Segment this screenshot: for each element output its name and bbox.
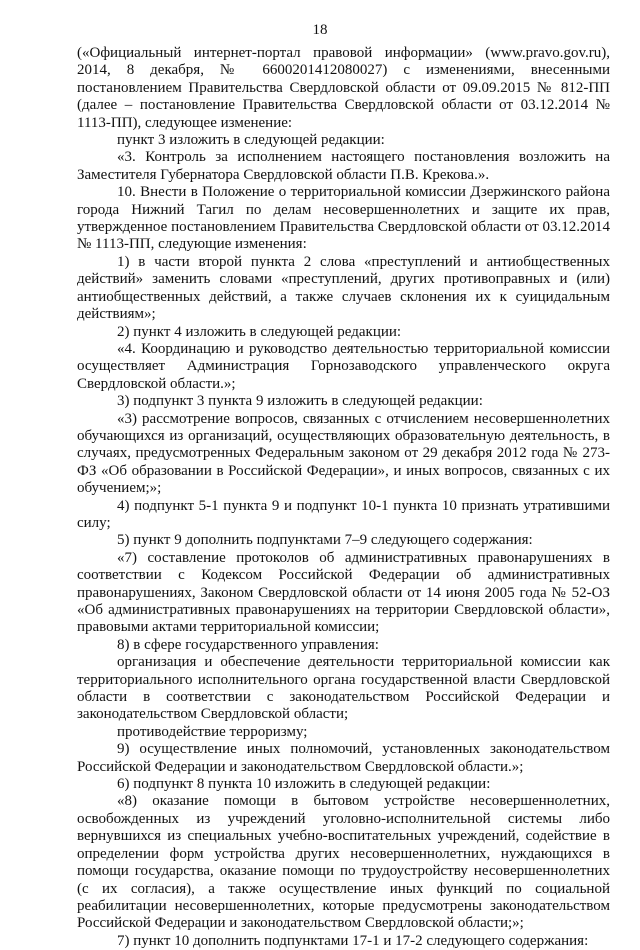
paragraph: 7) пункт 10 дополнить подпунктами 17-1 и 17-2 следующего содержания: (117, 932, 589, 949)
paragraph: 10. Внести в Положение о территориальной комиссии Дзержинского района города Нижний Тагил по делам несовершеннолетних и защите их прав, утвержденное постановлением Правительства Свердловской области от 03.12.2014 № 1113-ПП, следующие изменения: (77, 184, 610, 253)
paragraph: «3) рассмотрение вопросов, связанных с отчислением несовершеннолетних обучающихся из организаций, осуществляющих образовательную деятельность, в случаях, предусмотренных Федеральным законом от 29 декабря 2012 года № 273-ФЗ «Об образовании в Российской Федерации», и иных вопросов, связанных с их обучением;»; (77, 410, 610, 497)
page-number: 18 (312, 22, 328, 38)
paragraph: 2) пункт 4 изложить в следующей редакции: (117, 323, 402, 340)
paragraph: 1) в части второй пункта 2 слова «преступлений и антиобщественных действий» заменить словами «преступлений, других противоправных и (или) антиобщественных действий, а также случаев склонения их к суицидальным действиям»; (77, 253, 610, 323)
paragraph: («Официальный интернет-портал правовой информации» (www.pravo.gov.ru), 2014, 8 декабря, № 6600201412080027) с изменениями, внесенными постановлением Правительства Свердловской области от 09.09.2015 № 812-ПП (далее – постановление Правительства Свердловской области от 03.12.2014 № 1113-ПП), следующее изменение: (77, 45, 610, 131)
paragraph: «8) оказание помощи в бытовом устройстве несовершеннолетних, освобожденных из учреждений уголовно-исполнительной системы либо вернувшихся из специальных учебно-воспитательных учреждений, содействие в определении форм устройства других несовершеннолетних, нуждающихся в помощи государства, оказание помощи по трудоустройству несовершеннолетних (с их согласия), а также осуществление иных функций по социальной реабилитации несовершеннолетних, которые предусмотрены законодательством Российской Федерации и законодательством Свердловской области;»; (77, 793, 610, 932)
paragraph: 8) в сфере государственного управления: (117, 636, 379, 653)
paragraph: 9) осуществление иных полномочий, установленных законодательством Российской Федерации и законодательством Свердловской области.»; (77, 741, 610, 775)
paragraph: «3. Контроль за исполнением настоящего постановления возложить на Заместителя Губернатора Свердловской области П.В. Крекова.». (77, 149, 610, 183)
paragraph: пункт 3 изложить в следующей редакции: (117, 132, 385, 149)
paragraph: «4. Координацию и руководство деятельностью территориальной комиссии осуществляет Администрация Горнозаводского управленческого округа Свердловской области.»; (77, 340, 610, 392)
paragraph: 4) подпункт 5-1 пункта 9 и подпункт 10-1 пункта 10 признать утратившими силу; (77, 497, 610, 531)
paragraph: «7) составление протоколов об административных правонарушениях в соответствии с Кодексом Российской Федерации об административных правонарушениях, Законом Свердловской области от 14 июня 2005 года № 52-ОЗ «Об административных правонарушениях на территории Свердловской области», правовыми актами территориальной комиссии; (77, 549, 610, 636)
paragraph: 3) подпункт 3 пункта 9 изложить в следующей редакции: (117, 393, 483, 410)
paragraph: 5) пункт 9 дополнить подпунктами 7–9 следующего содержания: (117, 532, 533, 549)
paragraph: противодействие терроризму; (117, 723, 308, 740)
paragraph: 6) подпункт 8 пункта 10 изложить в следующей редакции: (117, 776, 491, 793)
document-body (77, 45, 610, 950)
paragraph: организация и обеспечение деятельности территориальной комиссии как территориального исполнительного органа государственной власти Свердловской области в соответствии с законодательством Российской Федерации и законодательством Свердловской области; (77, 654, 610, 723)
